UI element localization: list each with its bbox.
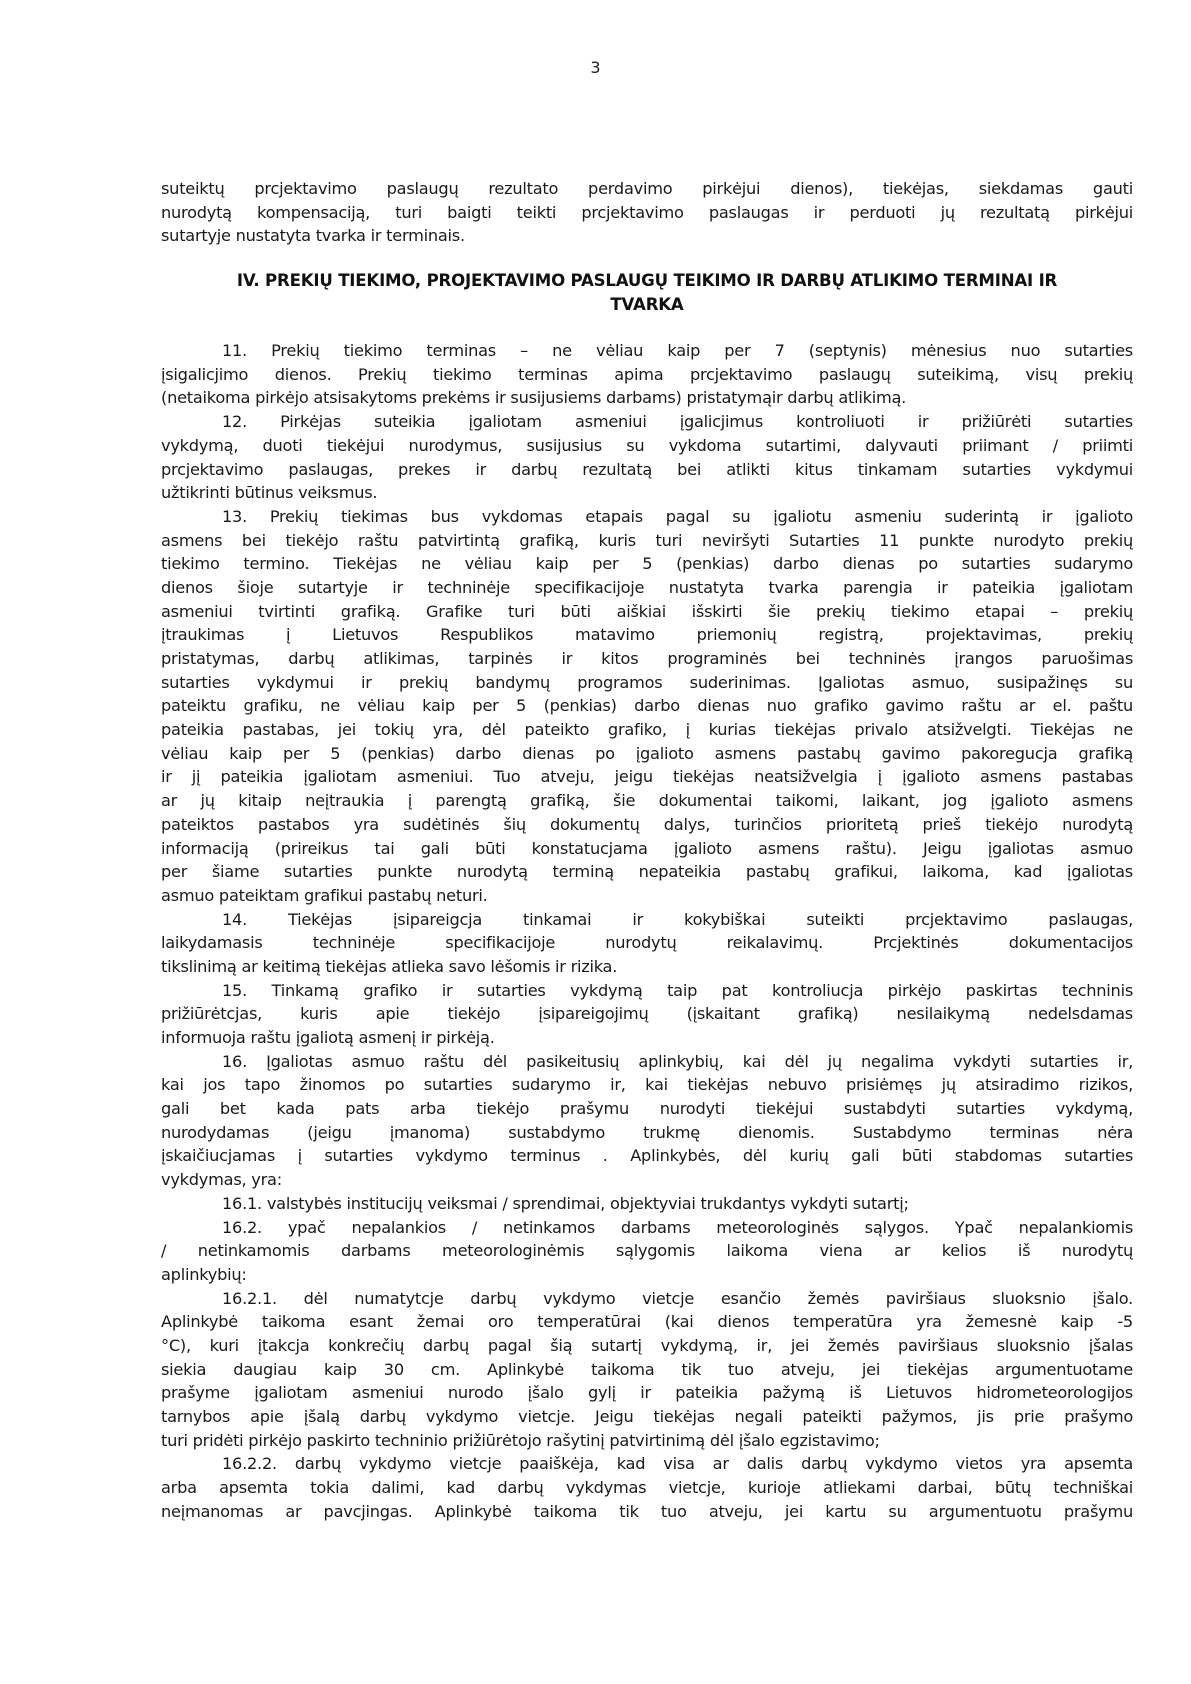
clause-15 bbox=[161, 979, 1133, 1050]
clause-line: 15. Tinkamą grafiko ir sutarties vykdymą taip pat kontroliucja pirkėjo paskirtas techninis bbox=[222, 980, 1133, 1000]
clause-line: ir jį pateikia įgaliotam asmeniui. Tuo atveju, jeigu tiekėjas neatsižvelgia į įgalioto asmens pastabas bbox=[161, 767, 1133, 787]
clause-13 bbox=[161, 505, 1133, 908]
clause-line: vėliau kaip per 5 (penkias) darbo dienas po įgalioto asmens pastabų gavimo pakoregucja grafiką bbox=[161, 743, 1133, 763]
clause-line: 16.1. valstybės institucijų veiksmai / sprendimai, objektyviai trukdantys vykdyti sutartį; bbox=[222, 1193, 909, 1213]
clause-line: asmens bei tiekėjo raštu patvirtintą grafiką, kuris turi neviršyti Sutarties 11 punkte nurodyto prekių bbox=[161, 530, 1133, 550]
clause-line: arba apsemta tokia dalimi, kad darbų vykdymas vietcje, kurioje atliekami darbai, būtų techniškai bbox=[161, 1478, 1133, 1498]
clause-line: užtikrinti būtinus veiksmus. bbox=[161, 483, 378, 503]
clause-16-2-1 bbox=[161, 1287, 1133, 1453]
clause-line: pateikia pastabas, jei tokių yra, dėl pateikto grafiko, į kurias tiekėjas privalo atsižvelgti. Tiekėjas ne bbox=[161, 720, 1133, 740]
clause-line: (netaikoma pirkėjo atsisakytoms prekėms ir susijusiems darbams) pristatymąir darbų atlikimą. bbox=[161, 388, 907, 408]
section-heading bbox=[161, 269, 1133, 317]
clause-line: prašyme įgaliotam asmeniui nurodo įšalo gylį ir pateikia pažymą iš Lietuvos hidrometeorologijos bbox=[161, 1383, 1133, 1403]
clause-11 bbox=[161, 339, 1133, 410]
clause-line: 14. Tiekėjas įsipareigcja tinkamai ir kokybiškai suteikti prcjektavimo paslaugas, bbox=[222, 909, 1133, 929]
clause-line: °C), kuri įtakcja konkrečių darbų pagal šią sutartį vykdymą, ir, jei žemės paviršiaus sluoksnio įšalas bbox=[161, 1335, 1133, 1355]
section-heading-line-2: TVARKA bbox=[610, 295, 684, 315]
clause-line: / netinkamomis darbams meteorologinėmis sąlygomis laikoma viena ar kelios iš nurodytų bbox=[161, 1241, 1133, 1261]
page-number: 3 bbox=[590, 58, 601, 77]
clause-line: neįmanomas ar pavcjingas. Aplinkybė taikoma tik tuo atveju, jei kartu su argumentuotu prašymu bbox=[161, 1501, 1133, 1521]
clause-line: sutarties vykdymui ir prekių bandymų programos suderinimas. Įgaliotas asmuo, susipažinęs su bbox=[161, 672, 1133, 692]
clause-line: ar jų kitaip neįtraukia į parengtą grafiką, šie dokumentai taikomi, laikant, jog įgalioto asmens bbox=[161, 791, 1133, 811]
clause-line: 16.2.2. darbų vykdymo vietcje paaiškėja, kad visa ar dalis darbų vykdymo vietos yra apsemta bbox=[222, 1454, 1133, 1474]
clause-line: Aplinkybė taikoma esant žemai oro temperatūrai (kai dienos temperatūra yra žemesnė kaip -5 bbox=[161, 1312, 1133, 1332]
clause-line: 16.2.1. dėl numatytcje darbų vykdymo vietcje esančio žemės paviršiaus sluoksnio įšalo. bbox=[222, 1288, 1133, 1308]
clause-line: įtraukimas į Lietuvos Respublikos matavimo priemonių registrą, projektavimas, prekių bbox=[161, 625, 1133, 645]
intro-line: sutartyje nustatyta tvarka ir terminais. bbox=[161, 226, 465, 246]
clause-line: pristatymas, darbų atlikimas, tarpinės ir kitos programinės bei techninės įrangos paruošimas bbox=[161, 649, 1133, 668]
clause-line: asmeniui tvirtinti grafiką. Grafike turi būti aiškiai išskirti šie prekių tiekimo etapai – prekių bbox=[161, 601, 1133, 621]
clause-line: prižiūrėtcjas, kuris apie tiekėjo įsipareigojimų (įskaitant grafiką) nesilaikymą nedelsdamas bbox=[161, 1004, 1133, 1024]
clause-line: 16.2. ypač nepalankios / netinkamos darbams meteorologinės sąlygos. Ypač nepalankiomis bbox=[222, 1217, 1133, 1237]
clause-line: nurodydamas (jeigu įmanoma) sustabdymo trukmę dienomis. Sustabdymo terminas nėra bbox=[161, 1122, 1133, 1142]
clause-line: gali bet kada pats arba tiekėjo prašymu nurodyti tiekėjui sustabdyti sutarties vykdymą, bbox=[161, 1099, 1133, 1119]
clause-line: aplinkybių: bbox=[161, 1264, 247, 1284]
clauses-list bbox=[161, 339, 1133, 1523]
clause-line: pateiktos pastabos yra sudėtinės šių dokumentų dalys, turinčios prioritetą prieš tiekėjo nurodytą bbox=[161, 814, 1133, 834]
clause-line: kai jos tapo žinomos po sutarties sudarymo ir, kai tiekėjas nebuvo prisiėmęs jų atsiradimo rizikos, bbox=[161, 1075, 1133, 1095]
intro-line: nurodytą kompensaciją, turi baigti teikti prcjektavimo paslaugas ir perduoti jų rezultatą pirkėjui bbox=[161, 202, 1133, 222]
clause-line: tikslinimą ar keitimą tiekėjas atlieka savo lėšomis ir rizika. bbox=[161, 956, 618, 976]
document-body bbox=[161, 177, 1133, 1523]
clause-line: laikydamasis techninėje specifikacijoje nurodytų reikalavimų. Prcjektinės dokumentacijos bbox=[161, 933, 1133, 953]
section-heading-line-1: IV. PREKIŲ TIEKIMO, PROJEKTAVIMO PASLAUGŲ TEIKIMO IR DARBŲ ATLIKIMO TERMINAI IR bbox=[236, 271, 1058, 291]
clause-line: tarnybos apie įšalą darbų vykdymo vietcje. Jeigu tiekėjas negali pateikti pažymos, jis prie prašymo bbox=[161, 1407, 1133, 1426]
clause-line: asmuo pateiktam grafikui pastabų neturi. bbox=[161, 885, 488, 905]
clause-line: pateiktu grafiku, ne vėliau kaip per 5 (penkias) darbo dienas nuo grafiko gavimo raštu ar el. paštu bbox=[161, 696, 1133, 716]
intro-line: suteiktų prcjektavimo paslaugų rezultato perdavimo pirkėjui dienos), tiekėjas, siekdamas gauti bbox=[161, 179, 1133, 198]
clause-line: turi pridėti pirkėjo paskirto techninio prižiūrėtojo rašytinį patvirtinimą dėl įšalo egzistavimo; bbox=[161, 1430, 880, 1450]
clause-16 bbox=[161, 1050, 1133, 1192]
clause-line: per šiame sutarties punkte nurodytą terminą nepateikia pastabų grafikui, laikoma, kad įgaliotas bbox=[161, 862, 1133, 882]
clause-line: 13. Prekių tiekimas bus vykdomas etapais pagal su įgaliotu asmeniu suderintą ir įgalioto bbox=[222, 506, 1133, 526]
clause-12 bbox=[161, 410, 1133, 505]
clause-line: dienos šioje sutartyje ir techninėje specifikacijoje nustatyta tvarka parengia ir pateikia įgaliotam bbox=[161, 577, 1133, 597]
clause-line: 16. Įgaliotas asmuo raštu dėl pasikeitusių aplinkybių, kai dėl jų negalima vykdyti sutarties ir, bbox=[222, 1051, 1133, 1071]
clause-16-2-2 bbox=[161, 1452, 1133, 1523]
clause-line: 11. Prekių tiekimo terminas – ne vėliau kaip per 7 (septynis) mėnesius nuo sutarties bbox=[222, 341, 1133, 361]
clause-16-1 bbox=[161, 1192, 1133, 1216]
intro-paragraph bbox=[161, 177, 1133, 248]
clause-line: informaciją (prireikus tai gali būti konstatucjama įgalioto asmens raštu). Jeigu įgaliotas asmuo bbox=[161, 838, 1133, 858]
clause-line: įsigalicjimo dienos. Prekių tiekimo terminas apima prcjektavimo paslaugų suteikimą, visų prekių bbox=[161, 364, 1133, 384]
clause-line: 12. Pirkėjas suteikia įgaliotam asmeniui įgalicjimus kontroliuoti ir prižiūrėti sutarties bbox=[222, 412, 1133, 432]
clause-line: prcjektavimo paslaugas, prekes ir darbų rezultatą bei atlikti kitus tinkamam sutarties vykdymui bbox=[161, 459, 1133, 479]
clause-line: tiekimo termino. Tiekėjas ne vėliau kaip per 5 (penkias) darbo dienas po sutarties sudarymo bbox=[161, 554, 1133, 574]
clause-line: siekia daugiau kaip 30 cm. Aplinkybė taikoma tik tuo atveju, jei tiekėjas argumentuotame bbox=[161, 1359, 1133, 1379]
clause-16-2 bbox=[161, 1216, 1133, 1287]
clause-14 bbox=[161, 908, 1133, 979]
clause-line: vykdymą, duoti tiekėjui nurodymus, susijusius su vykdoma sutartimi, dalyvauti priimant / priimti bbox=[161, 435, 1133, 455]
clause-line: vykdymas, yra: bbox=[161, 1170, 282, 1190]
clause-line: įskaičiucjamas į sutarties vykdymo terminus . Aplinkybės, dėl kurių gali būti stabdomas sutarties bbox=[161, 1146, 1133, 1166]
clause-line: informuoja raštu įgaliotą asmenį ir pirkėją. bbox=[161, 1028, 495, 1047]
